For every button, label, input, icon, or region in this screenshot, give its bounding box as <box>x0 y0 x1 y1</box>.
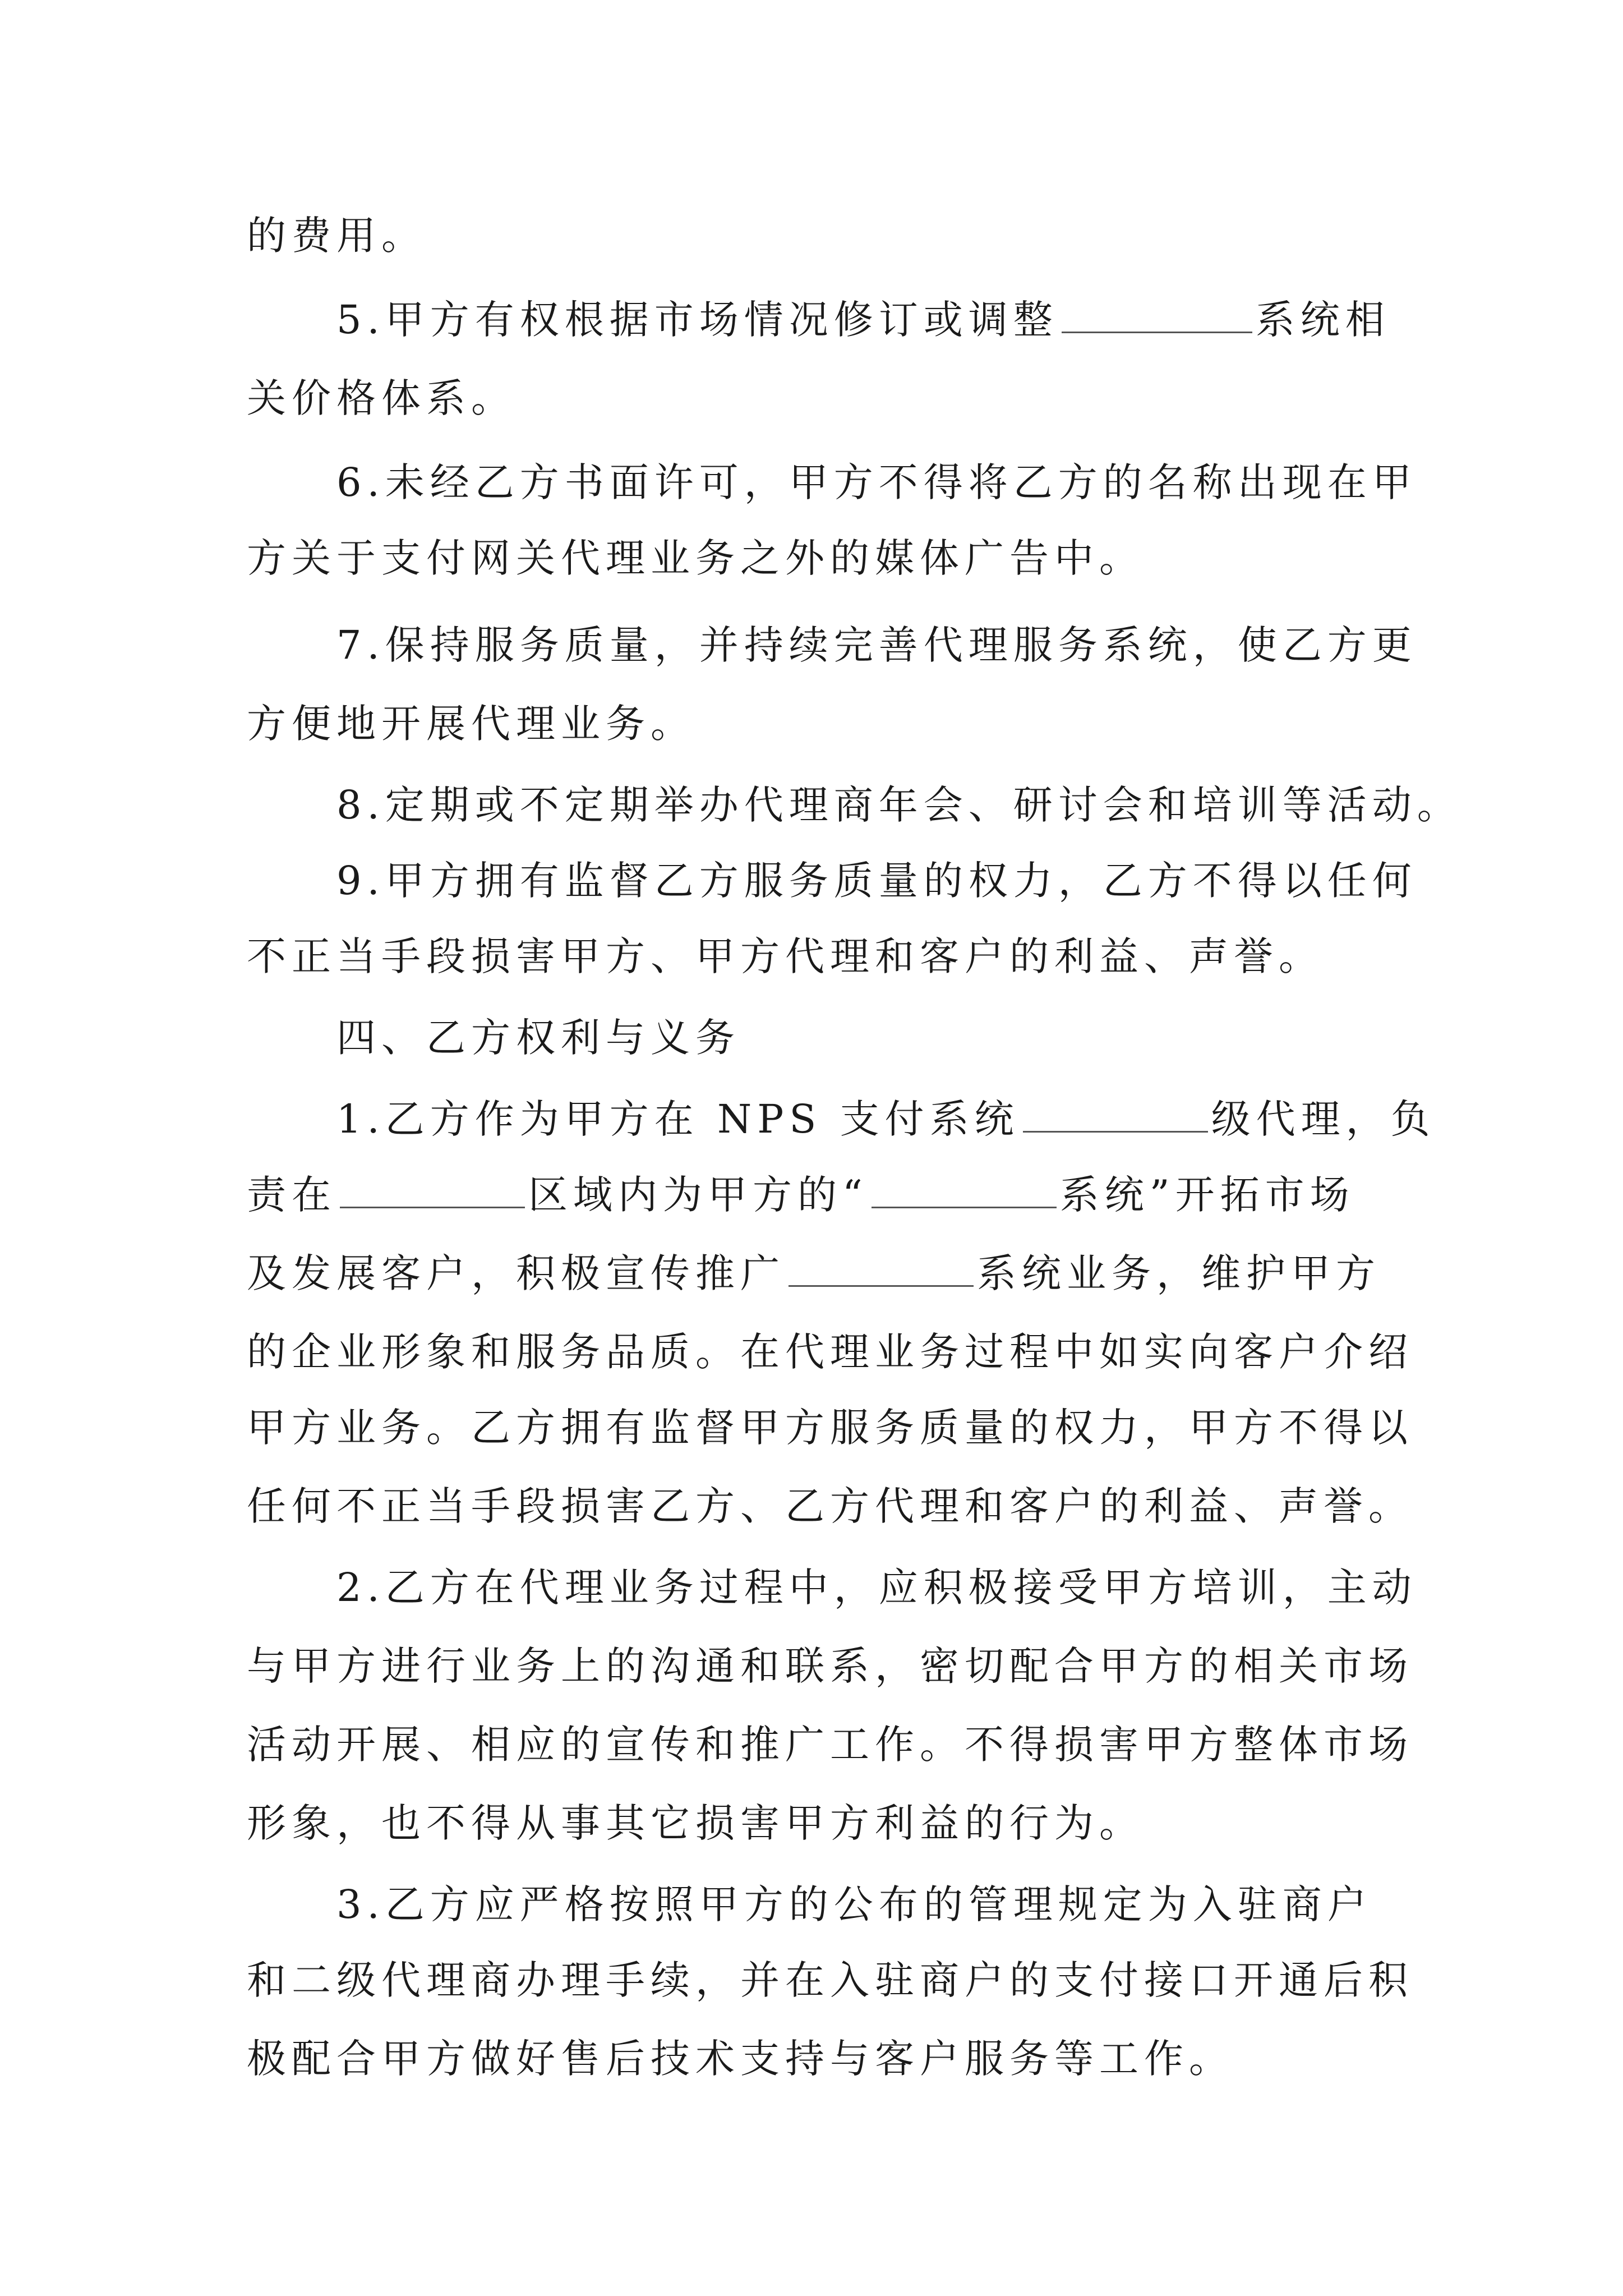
text-line <box>247 1795 1402 1851</box>
text-span: 极配合甲方做好售后技术支持与客户服务等工作。 <box>247 2036 1234 2082</box>
text-line <box>247 1952 1413 2008</box>
text-span: 1.乙方作为甲方在 NPS 支付系统 <box>336 1096 1020 1142</box>
text-span: 的企业形象和服务品质。在代理业务过程中如实向客户介绍 <box>247 1329 1413 1375</box>
text-span: 9.甲方拥有监督乙方服务质量的权力，乙方不得以任何 <box>336 858 1417 904</box>
text-line <box>336 1559 1417 1616</box>
text-span: 和二级代理商办理手续，并在入驻商户的支付接口开通后积 <box>247 1957 1413 2003</box>
text-span: 与甲方进行业务上的沟通和联系，密切配合甲方的相关市场 <box>247 1643 1413 1689</box>
text-span: 系统相 <box>1255 297 1390 343</box>
text-span: 3.乙方应严格按照甲方的公布的管理规定为入驻商户 <box>336 1881 1372 1927</box>
text-line <box>247 696 1402 752</box>
text-span: 系统业务，维护甲方 <box>977 1250 1381 1296</box>
text-line <box>336 853 1417 909</box>
text-span: 关价格体系。 <box>247 375 516 421</box>
text-line <box>336 292 1402 348</box>
text-span: 方关于支付网关代理业务之外的媒体广告中。 <box>247 535 1144 581</box>
text-line <box>336 454 1417 510</box>
text-span: 四、乙方权利与义务 <box>336 1015 740 1061</box>
text-span: 5.甲方有权根据市场情况修订或调整 <box>336 297 1058 343</box>
text-line <box>247 1400 1413 1456</box>
text-line <box>247 1638 1413 1694</box>
text-span: 级代理，负 <box>1211 1096 1436 1142</box>
text-span: 7.保持服务质量，并持续完善代理服务系统，使乙方更 <box>336 622 1417 668</box>
fill-in-blank <box>789 1250 974 1287</box>
text-line <box>247 1478 1413 1534</box>
text-span: 责在 <box>247 1172 336 1218</box>
fill-in-blank <box>340 1172 525 1208</box>
text-span: 甲方业务。乙方拥有监督甲方服务质量的权力，甲方不得以 <box>247 1405 1413 1451</box>
text-line <box>247 1717 1413 1773</box>
text-span: 活动开展、相应的宣传和推广工作。不得损害甲方整体市场 <box>247 1722 1413 1768</box>
text-span: 任何不正当手段损害乙方、乙方代理和客户的利益、声誉。 <box>247 1483 1413 1529</box>
text-line <box>247 2031 1402 2087</box>
text-line <box>336 1876 1402 1932</box>
text-span: 形象，也不得从事其它损害甲方利益的行为。 <box>247 1800 1144 1846</box>
text-span: 2.乙方在代理业务过程中，应积极接受甲方培训，主动 <box>336 1565 1417 1611</box>
fill-in-blank <box>1062 297 1252 333</box>
text-span: 区域内为甲方的“ <box>528 1172 868 1218</box>
text-span: 方便地开展代理业务。 <box>247 701 695 747</box>
fill-in-blank <box>1023 1096 1208 1133</box>
text-span: 的费用。 <box>247 213 426 259</box>
text-line <box>336 777 1462 833</box>
text-span: 8.定期或不定期举办代理商年会、研讨会和培训等活动。 <box>336 782 1462 828</box>
text-line <box>247 208 1402 264</box>
text-line <box>336 1091 1436 1147</box>
text-line <box>247 370 1402 426</box>
text-line <box>336 617 1417 673</box>
text-line <box>247 1245 1402 1301</box>
text-span: 系统”开拓市场 <box>1059 1172 1355 1218</box>
text-line <box>247 1167 1402 1223</box>
fill-in-blank <box>872 1172 1057 1208</box>
text-span: 6.未经乙方书面许可，甲方不得将乙方的名称出现在甲 <box>336 459 1417 505</box>
text-line <box>247 530 1402 586</box>
text-line <box>247 928 1402 984</box>
text-span: 及发展客户，积极宣传推广 <box>247 1250 785 1296</box>
text-span: 不正当手段损害甲方、甲方代理和客户的利益、声誉。 <box>247 933 1324 979</box>
section-heading <box>336 1010 1402 1066</box>
text-line <box>247 1324 1413 1380</box>
